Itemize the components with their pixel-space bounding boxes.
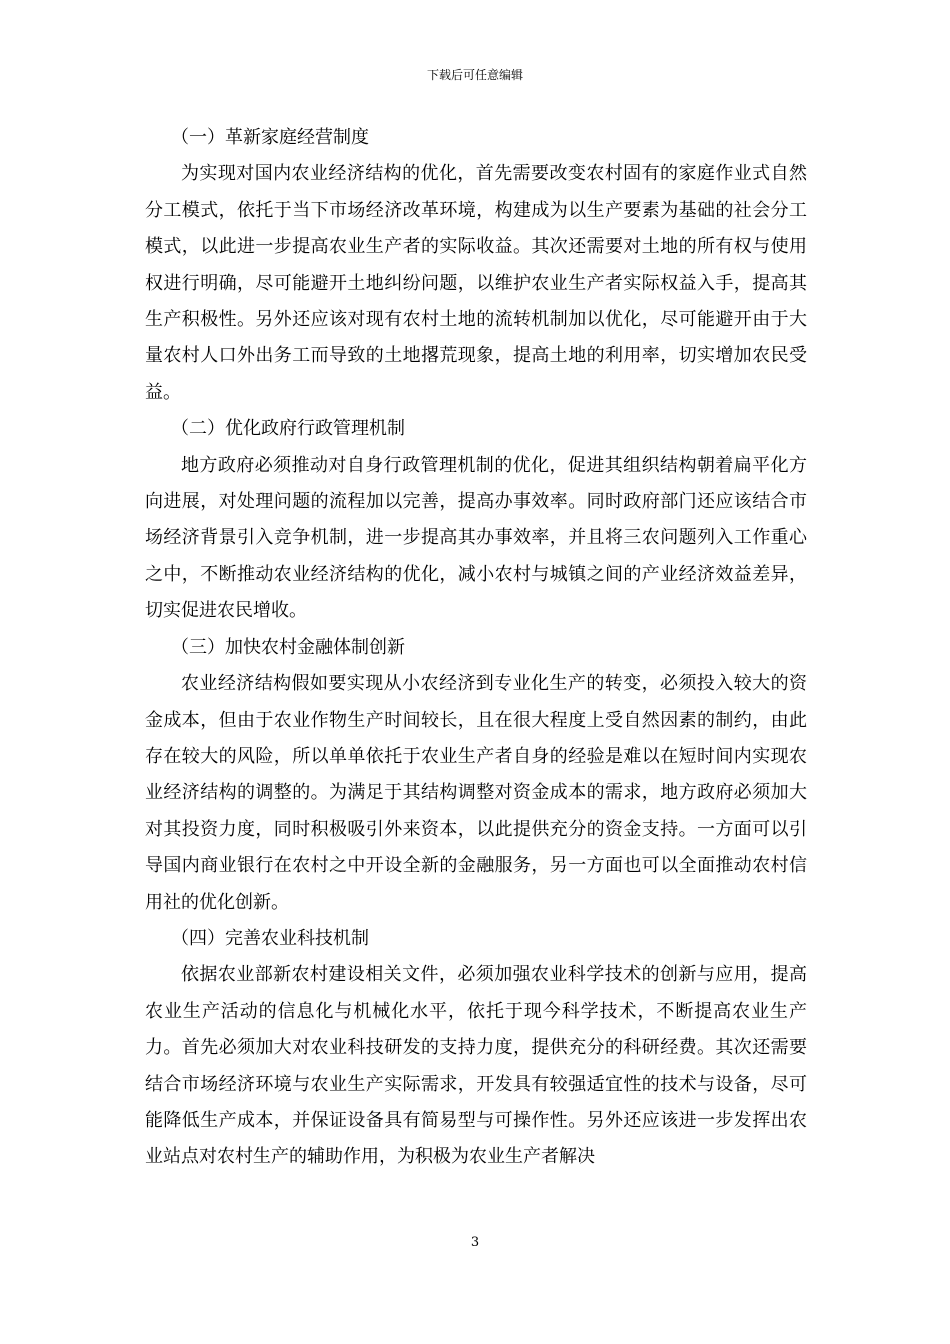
section-heading-1: （一）革新家庭经营制度 [171,127,369,148]
section-paragraph-3: 农业经济结构假如要实现从小农经济到专业化生产的转变，必须投入较大的资金成本，但由于农业作物生产时间较长，且在很大程度上受自然因素的制约，由此存在较大的风险，所以单单依托于农业生产者自身的经验是难以在短时间内实现农业经济结构的调整的。为满足于其结构调整对资金成本的需求，地方政府必须加大对其投资力度，同时积极吸引外来资本，以此提供充分的资金支持。一方面可以引导国内商业银行在农村之中开设全新的金融服务，另一方面也可以全面推动农村信用社的优化创新。 [145,673,807,913]
section-heading-2: （二）优化政府行政管理机制 [171,418,405,440]
page-number: 3 [470,1235,480,1250]
section-heading-3: （三）加快农村金融体制创新 [171,636,405,658]
page-content [145,120,807,1176]
section-paragraph-4: 依据农业部新农村建设相关文件，必须加强农业科学技术的创新与应用，提高农业生产活动的信息化与机械化水平，依托于现今科学技术，不断提高农业生产力。首先必须加大对农业科技研发的支持力度，提供充分的科研经费。其次还需要结合市场经济环境与农业生产实际需求，开发具有较强适宜性的技术与设备，尽可能降低生产成本，并保证设备具有简易型与可操作性。另外还应该进一步发挥出农业站点对农村生产的辅助作用，为积极为农业生产者解决 [145,964,807,1168]
section-paragraph-2: 地方政府必须推动对自身行政管理机制的优化，促进其组织结构朝着扁平化方向进展，对处理问题的流程加以完善，提高办事效率。同时政府部门还应该结合市场经济背景引入竞争机制，进一步提高其办事效率，并且将三农问题列入工作重心之中，不断推动农业经济结构的优化，减小农村与城镇之间的产业经济效益差异，切实促进农民增收。 [145,454,807,622]
section-heading-4: （四）完善农业科技机制 [171,927,369,949]
section-paragraph-1: 为实现对国内农业经济结构的优化，首先需要改变农村固有的家庭作业式自然分工模式，依托于当下市场经济改革环境，构建成为以生产要素为基础的社会分工模式，以此进一步提高农业生产者的实际收益。其次还需要对土地的所有权与使用权进行明确，尽可能避开土地纠纷问题，以维护农业生产者实际权益入手，提高其生产积极性。另外还应该对现有农村土地的流转机制加以优化，尽可能避开由于大量农村人口外出务工而导致的土地撂荒现象，提高土地的利用率，切实增加农民受益。 [145,163,807,403]
page-header: 下载后可任意编辑 [426,68,523,82]
